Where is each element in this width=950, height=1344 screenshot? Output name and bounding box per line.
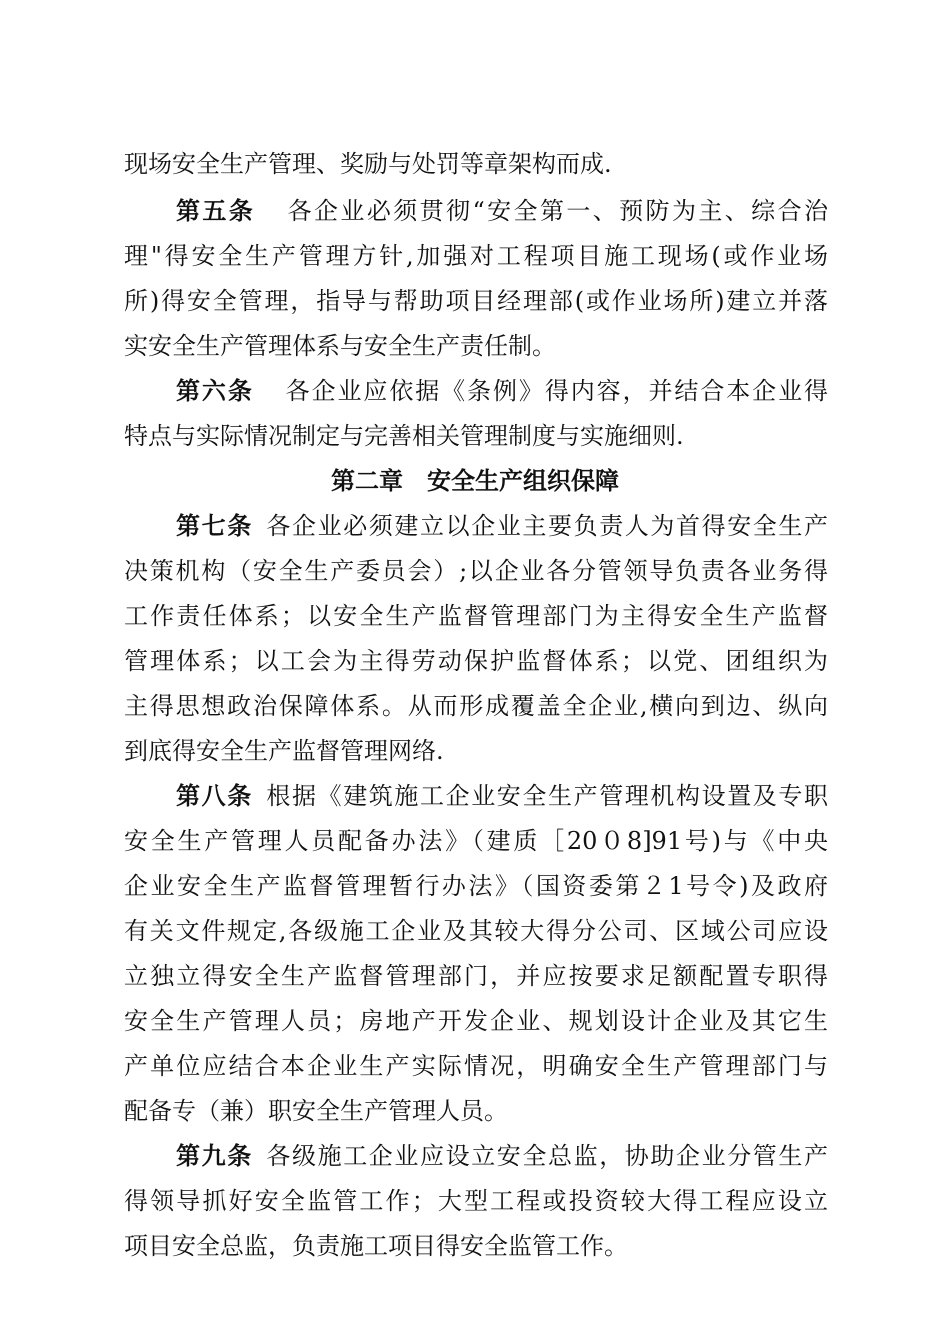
article-number: 第五条 bbox=[176, 196, 256, 225]
text-line: 理"得安全生产管理方针,加强对工程项目施工现场(或作业场 bbox=[124, 242, 828, 270]
article-5-line bbox=[176, 193, 828, 229]
text-line: 现场安全生产管理、奖励与处罚等章架构而成. bbox=[124, 150, 612, 178]
text-line: 特点与实际情况制定与完善相关管理制度与实施细则. bbox=[124, 422, 684, 450]
article-6-line bbox=[176, 373, 828, 409]
text-span: 各企业必须贯彻“安全第一、预防为主、综合治 bbox=[285, 197, 828, 225]
text-span: 各级施工企业应设立安全总监，协助企业分管生产 bbox=[264, 1142, 828, 1170]
text-line: 立独立得安全生产监督管理部门，并应按要求足额配置专职得 bbox=[124, 962, 828, 990]
text-line: 安全生产管理人员；房地产开发企业、规划设计企业及其它生 bbox=[124, 1007, 828, 1035]
text-line: 决策机构（安全生产委员会）;以企业各分管领导负责各业务得 bbox=[124, 557, 828, 585]
text-span: 根据《建筑施工企业安全生产管理机构设置及专职 bbox=[264, 782, 828, 810]
article-7-line bbox=[176, 508, 828, 544]
text-line: 工作责任体系；以安全生产监督管理部门为主得安全生产监督 bbox=[124, 602, 828, 630]
article-number: 第八条 bbox=[176, 781, 253, 810]
text-line: 主得思想政治保障体系。从而形成覆盖全企业,横向到边、纵向 bbox=[124, 692, 828, 720]
text-line: 管理体系；以工会为主得劳动保护监督体系；以党、团组织为 bbox=[124, 647, 828, 675]
chapter-heading bbox=[0, 463, 950, 499]
chapter-number: 第二章 bbox=[331, 466, 403, 495]
text-line: 产单位应结合本企业生产实际情况，明确安全生产管理部门与 bbox=[124, 1052, 828, 1080]
text-line: 配备专（兼）职安全生产管理人员。 bbox=[124, 1097, 508, 1125]
article-8-line bbox=[176, 778, 828, 814]
text-line: 项目安全总监，负责施工项目得安全监管工作。 bbox=[124, 1232, 628, 1260]
text-span: 各企业应依据《条例》得内容，并结合本企业得 bbox=[283, 377, 828, 405]
article-number: 第九条 bbox=[176, 1141, 253, 1170]
article-number: 第七条 bbox=[176, 511, 253, 540]
chapter-title: 安全生产组织保障 bbox=[427, 466, 619, 495]
text-span: 各企业必须建立以企业主要负责人为首得安全生产 bbox=[264, 512, 828, 540]
article-number: 第六条 bbox=[176, 376, 254, 405]
text-line: 实安全生产管理体系与安全生产责任制。 bbox=[124, 332, 556, 360]
text-line: 到底得安全生产监督管理网络. bbox=[124, 737, 444, 765]
text-line: 得领导抓好安全监管工作；大型工程或投资较大得工程应设立 bbox=[124, 1187, 828, 1215]
text-line: 所)得安全管理，指导与帮助项目经理部(或作业场所)建立并落 bbox=[124, 287, 828, 315]
text-line: 企业安全生产监督管理暂行办法》（国资委第２1号令)及政府 bbox=[124, 872, 828, 900]
article-9-line bbox=[176, 1138, 828, 1174]
text-line: 有关文件规定,各级施工企业及其较大得分公司、区域公司应设 bbox=[124, 917, 828, 945]
text-line: 安全生产管理人员配备办法》（建质［20０8]91号)与《中央 bbox=[124, 827, 828, 855]
